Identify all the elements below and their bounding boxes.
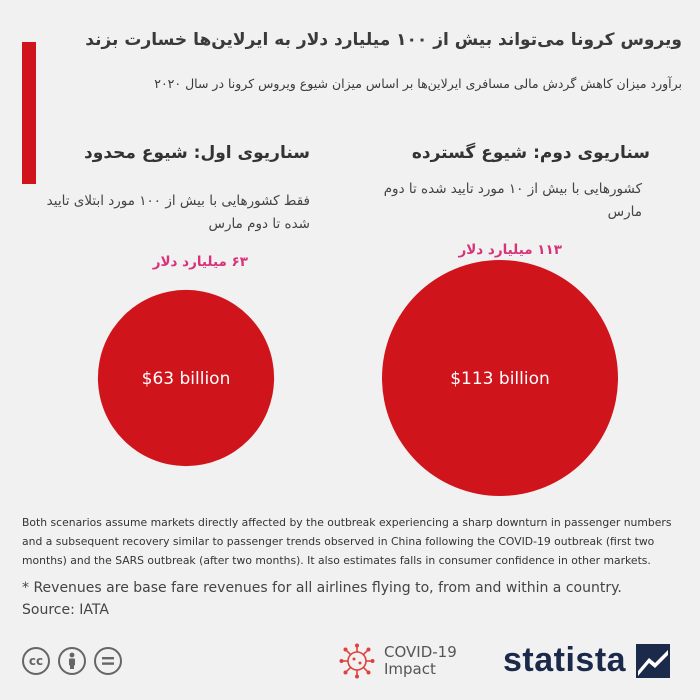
statista-logo-icon [636,644,670,678]
scenario-1-description: فقط کشورهایی با بیش از ۱۰۰ مورد ابتلای تایید شده تا دوم مارس [46,193,310,232]
scenario-1-title: سناریوی اول: شیوع محدود [84,143,310,163]
virus-icon [338,642,376,680]
bubble-1-label: $63 billion [141,369,231,389]
scenario-2-title: سناریوی دوم: شیوع گسترده [411,143,650,163]
statista-logo[interactable] [503,641,670,680]
source-note: Source: IATA [22,602,109,618]
license-icons [22,647,122,675]
attribution-icon[interactable] [58,647,86,675]
covid-label-line1: COVID-19 [384,643,457,661]
chart-title: ویروس کرونا می‌تواند بیش از ۱۰۰ میلیارد دلار به ایرلاین‌ها خسارت بزند [85,30,682,50]
covid-impact-badge [338,642,457,680]
scenario-1-value-label: ۶۳ میلیارد دلار [152,254,248,270]
scenario-2-value-label: ۱۱۳ میلیارد دلار [458,242,562,258]
methodology-footnote: Both scenarios assume markets directly affected by the outbreak experiencing a sharp downturn in passenger numbers and a subsequent recovery similar to passenger trends observed in China following the COVID-19 outbreak (first two months) and the SARS outbreak (after two months). It also estimates falls in consumer confidence in other markets. [22,516,672,567]
bubble-2-label: $113 billion [450,369,550,389]
statista-wordmark: statista [503,641,627,679]
no-derivatives-icon[interactable] [94,647,122,675]
chart-subtitle: برآورد میزان کاهش گردش مالی مسافری ایرلاین‌ها بر اساس میزان شیوع ویروس کرونا در سال ۲۰۲۰ [154,76,682,91]
revenue-note: * Revenues are base fare revenues for all airlines flying to, from and within a country. [22,580,622,596]
covid-label-line2: Impact [384,660,436,678]
cc-icon[interactable]: cc [22,647,50,675]
scenario-2-description: کشورهایی با بیش از ۱۰ مورد تایید شده تا دوم مارس [383,181,642,220]
